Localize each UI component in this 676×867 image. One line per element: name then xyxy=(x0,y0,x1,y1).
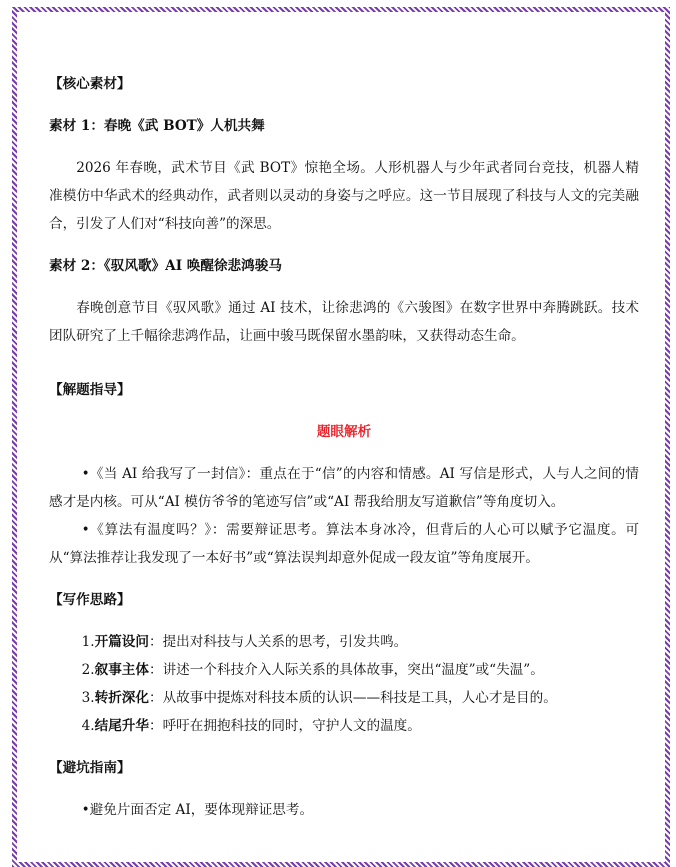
item-text: ：呼吁在拥抱科技的同时，守护人文的温度。 xyxy=(148,718,421,734)
item-keyword: 转折深化 xyxy=(94,690,149,706)
material-1-title: 素材 1：春晚《武 BOT》人机共舞 xyxy=(49,118,265,134)
item-keyword: 开篇设问 xyxy=(94,634,149,650)
item-number: 1. xyxy=(81,634,95,650)
item-keyword: 结尾升华 xyxy=(94,718,149,734)
page-frame xyxy=(12,7,670,867)
ideas-heading: 【写作思路】 xyxy=(49,592,131,608)
pitfalls-partial-line: •避免片面否定 AI，要体现辩证思考。 xyxy=(81,802,314,818)
list-item xyxy=(49,656,639,684)
material-1-text: 2026 年春晚，武术节目《武 BOT》惊艳全场。人形机器人与少年武者同台竞技，机器人精准模仿中华武术的经典动作，武者则以灵动的身姿与之呼应。这一节目展现了科技与人文的完美融合，引发了人们对“科技向善”的深思。 xyxy=(49,160,639,232)
list-item xyxy=(49,628,639,656)
material-2-text: 春晚创意节目《驭风歌》通过 AI 技术，让徐悲鸿的《六骏图》在数字世界中奔腾跳跃。技术团队研究了上千幅徐悲鸿作品，让画中骏马既保留水墨韵味，又获得动态生命。 xyxy=(49,300,639,344)
pitfalls-heading: 【避坑指南】 xyxy=(49,760,131,776)
item-number: 4. xyxy=(81,718,95,734)
item-text: ：提出对科技与人关系的思考，引发共鸣。 xyxy=(148,634,408,650)
guide-bullet-2: •《算法有温度吗？》：需要辩证思考。算法本身冰冷，但背后的人心可以赋予它温度。可从“算法推荐让我发现了一本好书”或“算法误判却意外促成一段友谊”等角度展开。 xyxy=(49,522,639,566)
item-text: ：从故事中提炼对科技本质的认识——科技是工具，人心才是目的。 xyxy=(148,690,557,706)
item-text: ：讲述一个科技介入人际关系的具体故事，突出“温度”或“失温”。 xyxy=(148,662,544,678)
list-item xyxy=(49,684,639,712)
ideas-list xyxy=(49,628,639,740)
item-number: 3. xyxy=(81,690,95,706)
guide-heading: 【解题指导】 xyxy=(49,382,131,398)
material-2-title: 素材 2：《驭风歌》AI 唤醒徐悲鸿骏马 xyxy=(49,258,282,274)
item-keyword: 叙事主体 xyxy=(94,662,149,678)
item-number: 2. xyxy=(81,662,95,678)
list-item xyxy=(49,712,639,740)
guide-subheading: 题眼解析 xyxy=(316,424,372,440)
core-heading: 【核心素材】 xyxy=(49,76,131,92)
guide-bullet-1: •《当 AI 给我写了一封信》：重点在于“信”的内容和情感。AI 写信是形式，人与人之间的情感才是内核。可从“AI 模仿爷爷的笔迹写信”或“AI 帮我给朋友写道歉信”等角度切入。 xyxy=(49,466,639,510)
document-body xyxy=(49,70,639,824)
